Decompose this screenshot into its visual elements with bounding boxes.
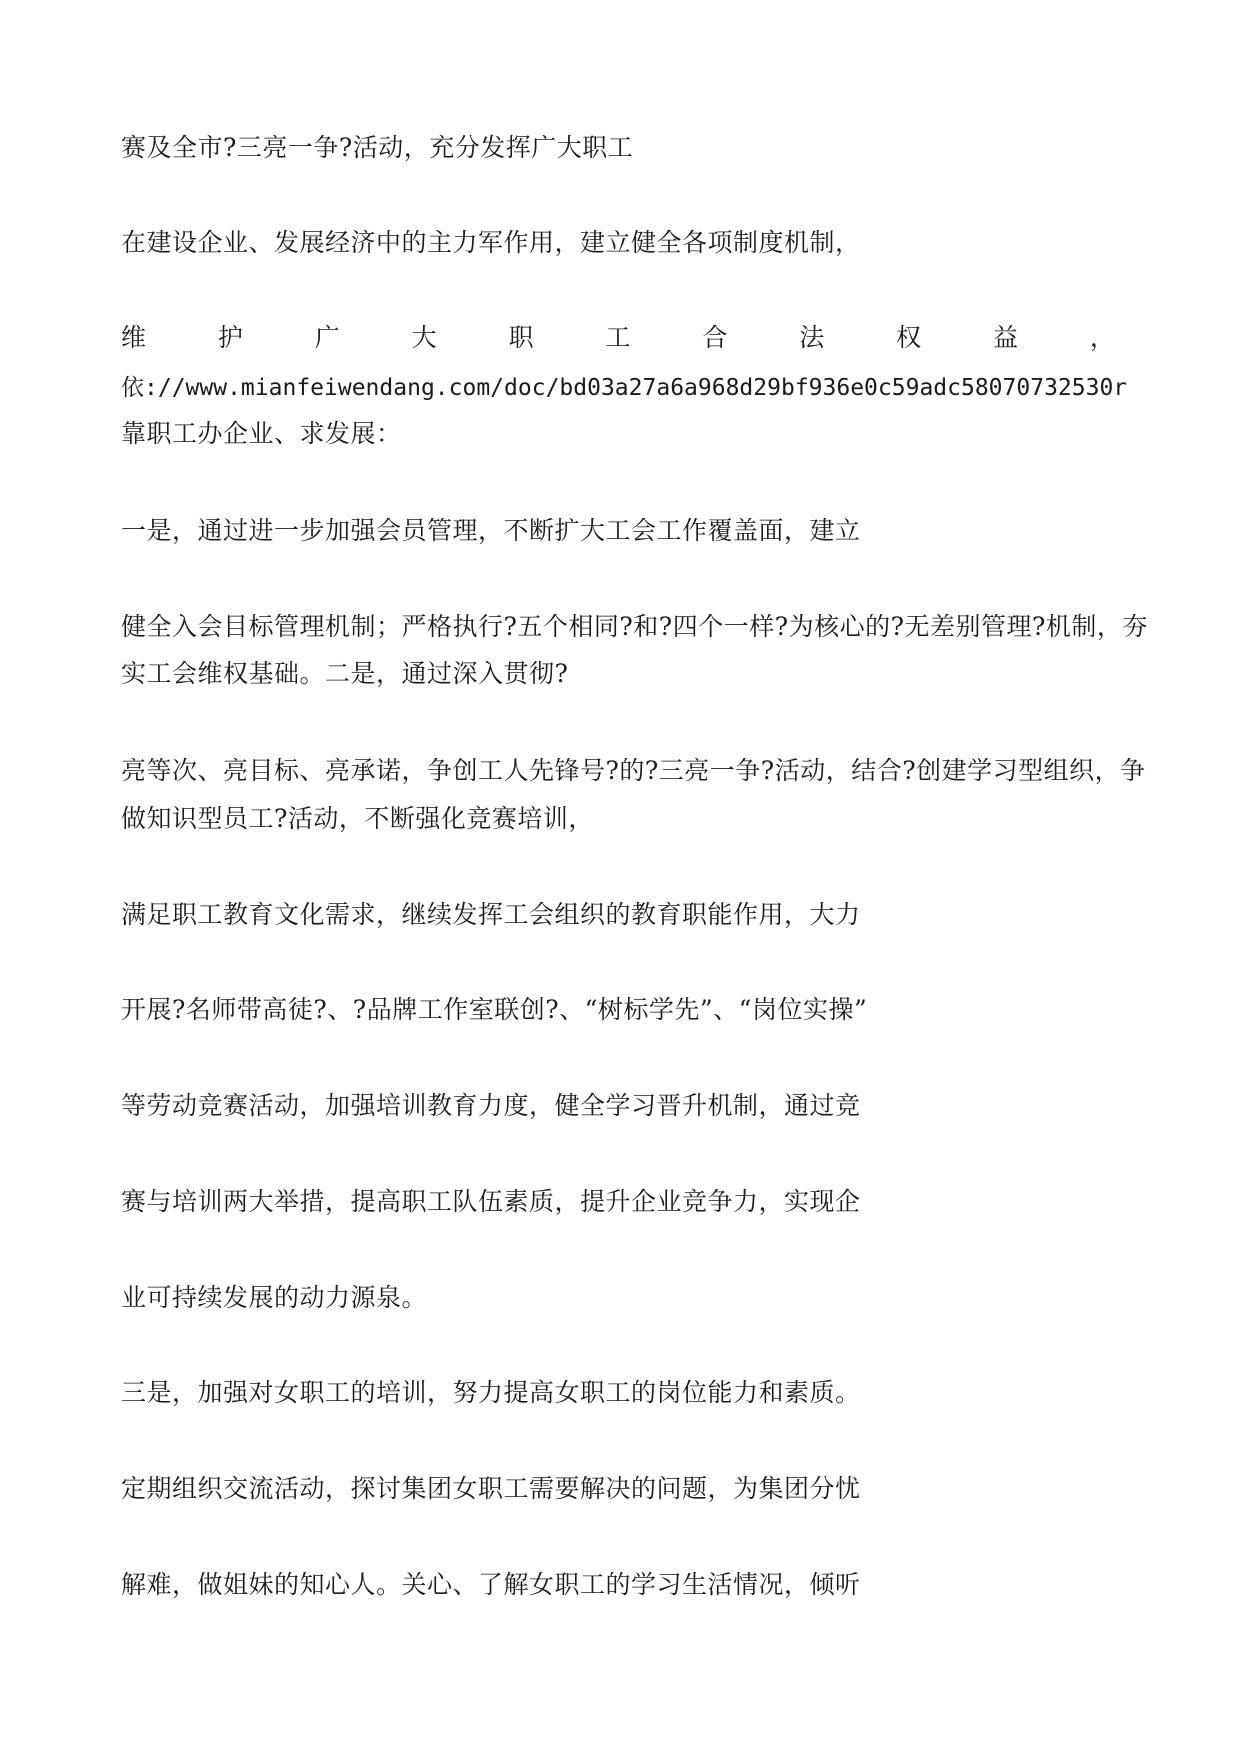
- text-line: 定期组织交流活动，探讨集团女职工需要解决的问题，为集团分忧: [121, 1474, 861, 1503]
- char: ，: [1089, 323, 1115, 352]
- char: 护: [217, 323, 243, 352]
- text-line: 开展?名师带高徒?、?品牌工作室联创?、“树标学先”、“岗位实操”: [121, 995, 868, 1024]
- text-line: 等劳动竞赛活动，加强培训教育力度，健全学习晋升机制，通过竞: [121, 1091, 861, 1120]
- text-line: 健全入会目标管理机制；严格执行?五个相同?和?四个一样?为核心的?无差别管理?机制，夯: [121, 612, 1148, 641]
- url-line: 依://www.mianfeiwendang.com/doc/bd03a27a6a968d29bf936e0c59adc58070732530r: [121, 375, 1128, 401]
- text-line: 满足职工教育文化需求，继续发挥工会组织的教育职能作用，大力: [121, 900, 861, 929]
- text-line: 靠职工办企业、求发展：: [121, 419, 402, 448]
- char: 权: [896, 323, 922, 352]
- text-line: 解难，做姐妹的知心人。关心、了解女职工的学习生活情况，倾听: [121, 1570, 861, 1599]
- char: 广: [314, 323, 340, 352]
- char: 职: [508, 323, 534, 352]
- text-line: 赛及全市?三亮一争?活动，充分发挥广大职工: [121, 133, 634, 162]
- char: 工: [605, 323, 631, 352]
- text-line: 亮等次、亮目标、亮承诺，争创工人先锋号?的?三亮一争?活动，结合?创建学习型组织，争: [121, 756, 1146, 785]
- text-line: 业可持续发展的动力源泉。: [121, 1283, 428, 1312]
- char: 大: [411, 323, 437, 352]
- text-line: 在建设企业、发展经济中的主力军作用，建立健全各项制度机制，: [121, 228, 861, 257]
- char: 维: [121, 323, 147, 352]
- char: 合: [702, 323, 728, 352]
- text-line: 一是，通过进一步加强会员管理，不断扩大工会工作覆盖面，建立: [121, 516, 861, 545]
- text-line: 做知识型员工?活动，不断强化竞赛培训，: [121, 804, 594, 833]
- char: 益: [993, 323, 1019, 352]
- char: 法: [799, 323, 825, 352]
- text-line: 三是，加强对女职工的培训，努力提高女职工的岗位能力和素质。: [121, 1378, 861, 1407]
- text-line: 赛与培训两大举措，提高职工队伍素质，提升企业竞争力，实现企: [121, 1187, 861, 1216]
- text-line: 实工会维权基础。二是，通过深入贯彻?: [121, 659, 569, 688]
- justified-text-line: [121, 323, 1115, 353]
